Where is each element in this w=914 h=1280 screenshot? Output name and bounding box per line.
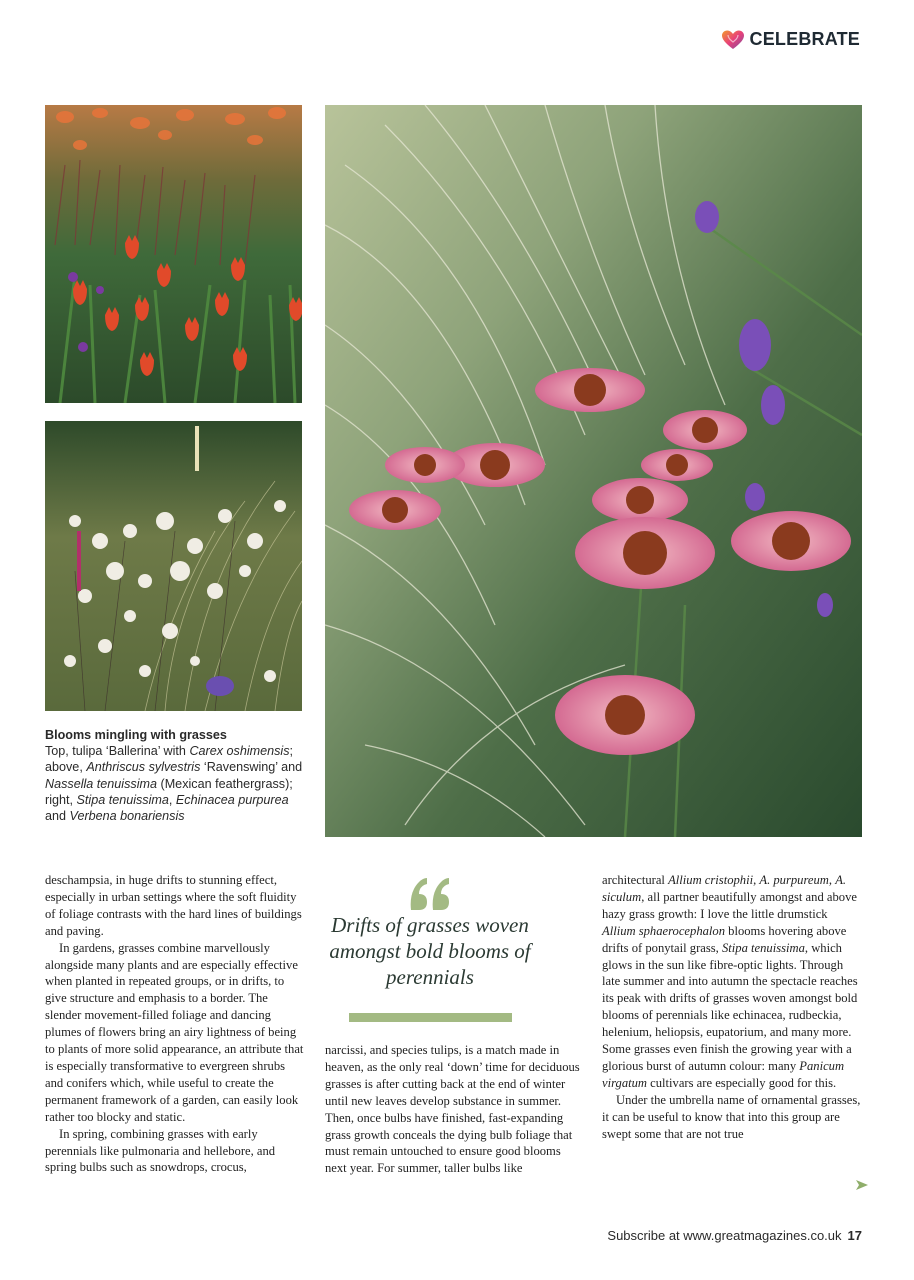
- body-column-1: [45, 872, 305, 1176]
- section-tag: [721, 29, 860, 50]
- body-paragraph: [602, 872, 864, 1092]
- body-column-2: [325, 1042, 581, 1177]
- caption-text: ; above,: [45, 744, 294, 775]
- plant-name: Allium sphaerocephalon: [602, 923, 726, 938]
- subscribe-link[interactable]: Subscribe at www.greatmagazines.co.uk: [607, 1228, 842, 1243]
- body-text: , all partner beautifully amongst and above hazy grass growth: I love the little drumstick: [602, 889, 857, 921]
- section-label: CELEBRATE: [749, 29, 860, 49]
- heart-icon: [721, 30, 745, 50]
- body-paragraph: deschampsia, in huge drifts to stunning effect, especially in urban settings where the soft fluidity of foliage contrasts with the hard lines of buildings and paving.: [45, 873, 302, 938]
- caption-text: ‘Ravenswing’ and: [200, 760, 303, 775]
- body-text: , which glows in the sun like fibre-optic lights. Through late summer and into autumn the spectacle reaches its peak with drifts of grasses woven amongst bold blooms of perennials like echinacea, rudbeckia, helenium, heliopsis, eupatorium, and many more. Some grasses even finish the growing year with a glorious burst of autumn colour: many: [602, 940, 858, 1073]
- plant-name: Panicum virgatum: [602, 1058, 845, 1090]
- plant-name: Allium cristophii: [668, 873, 754, 887]
- caption-text: and: [45, 809, 70, 824]
- body-text: cultivars are especially good for this.: [647, 1075, 837, 1090]
- plant-name: Stipa tenuissima: [721, 940, 805, 955]
- body-text: ,: [753, 873, 760, 887]
- caption-text: Top, tulipa ‘Ballerina’ with: [45, 744, 190, 759]
- page-footer: [607, 1228, 862, 1243]
- pull-quote: Drifts of grasses woven amongst bold blooms of perennials: [329, 913, 531, 989]
- caption-text: (Mexican feathergrass); right,: [45, 776, 293, 807]
- tulip-garden-photo: [45, 105, 302, 403]
- plant-name: A. purpureum: [759, 873, 829, 887]
- body-column-3: [602, 872, 864, 1143]
- caption-species: Anthriscus sylvestris: [86, 760, 201, 775]
- quote-mark-icon: [407, 872, 455, 912]
- caption-species: Stipa tenuissima: [76, 792, 169, 807]
- body-paragraph: narcissi, and species tulips, is a match made in heaven, as the only real ‘down’ time for deciduous grasses is after cutting back at the end of winter until new leaves develop substance in summer. Then, once bulbs have finished, fast-expanding grass growth conceals the dying bulb foliage that must remain untouched to ensure good blooms next year. For summer, taller bulbs like: [325, 1043, 580, 1176]
- caption-text: ,: [168, 792, 176, 807]
- page-number: 17: [847, 1228, 862, 1243]
- white-umbels-photo: [45, 421, 302, 711]
- caption-species: Verbena bonariensis: [69, 809, 185, 824]
- photo-caption: [45, 727, 307, 824]
- caption-species: Echinacea purpurea: [175, 792, 289, 807]
- caption-title: Blooms mingling with grasses: [45, 728, 227, 742]
- body-text: ,: [828, 873, 836, 887]
- body-paragraph: Under the umbrella name of ornamental grasses, it can be useful to know that into this group are swept some that are not true: [602, 1092, 861, 1141]
- caption-species: Nassella tenuissima: [45, 776, 157, 791]
- caption-species: Carex oshimensis: [189, 744, 290, 759]
- body-paragraph: In gardens, grasses combine marvellously alongside many plants and are especially effective when planted in repeated groups, or in drifts, to give structure and emphasis to a border. The slender movement-filled foliage and dancing plumes of flowers bring an airy lightness of being to plants of more solid appearance, an attribute that is especially transformative to evergreen shrubs and conifers which, while useful to create the permanent framework of a garden, can easily look rather too blocky and static.: [45, 940, 304, 1124]
- quote-divider: [349, 1013, 512, 1022]
- plant-name: A. siculum: [602, 873, 847, 904]
- continue-arrow-icon: [855, 1178, 869, 1192]
- body-text: blooms hovering above drifts of ponytail grass,: [602, 923, 847, 955]
- echinacea-grasses-photo: [325, 105, 862, 837]
- body-text: architectural: [602, 873, 669, 887]
- body-paragraph: In spring, combining grasses with early perennials like pulmonaria and hellebore, and spring bulbs such as snowdrops, crocus,: [45, 1126, 276, 1175]
